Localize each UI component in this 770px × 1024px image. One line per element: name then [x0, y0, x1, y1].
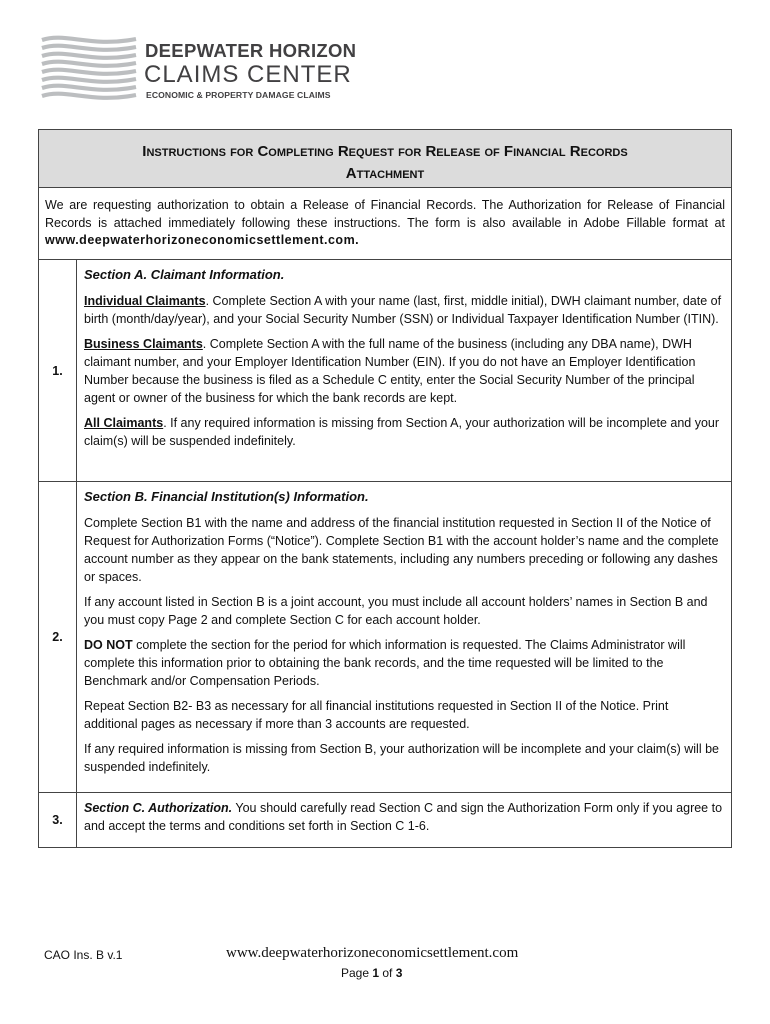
form-version: CAO Ins. B v.1 [44, 948, 123, 962]
all-claimants-paragraph [84, 414, 723, 450]
individual-claimants-text: . Complete Section A with your name (last, first, middle initial), DWH claimant number, date of birth (month/day/year), and your Social Security Number (SSN) or Individual Taxpayer Identification Number (ITIN). [84, 294, 722, 326]
instructions-table [38, 129, 732, 848]
section-number: 2. [39, 482, 77, 792]
page-total: 3 [395, 966, 403, 980]
individual-claimants-paragraph [84, 292, 723, 328]
section-content [77, 482, 731, 792]
do-not-label: DO NOT [84, 638, 133, 652]
intro-text: We are requesting authorization to obtain a Release of Financial Records. The Authorization for Release of Financial Records is attached immediately following these instructions. The form is also available in Adobe Fillable format at [45, 198, 725, 230]
all-claimants-label: All Claimants [84, 416, 164, 430]
wave-stripes-icon [38, 34, 138, 108]
page-number: 1 [372, 966, 380, 980]
business-claimants-label: Business Claimants [84, 337, 203, 351]
logo-tagline: ECONOMIC & PROPERTY DAMAGE CLAIMS [146, 90, 331, 100]
document-title: Instructions for Completing Request for Release of Financial Records [142, 143, 628, 160]
section-row-3 [39, 793, 731, 847]
section-row-2 [39, 482, 731, 793]
logo [38, 34, 357, 108]
section-title: Section C. Authorization. [84, 801, 233, 815]
page-indicator [341, 966, 402, 980]
paragraph: Complete Section B1 with the name and address of the financial institution requested in Section II of the Notice of Request for Authorization Forms (“Notice”). Complete Section B1 with the account holder’s name and the complete account number as they appear on the bank statements, including any numbers preceding or following any dashes or spaces. [84, 516, 719, 584]
section-number: 3. [39, 793, 77, 847]
section-content [77, 260, 731, 481]
paragraph: If any account listed in Section B is a joint account, you must include all account holders’ names in Section B and you must copy Page 2 and complete Section C for each account holder. [84, 595, 708, 627]
section-title: Section A. Claimant Information. [84, 267, 285, 282]
page-mid: of [379, 966, 396, 980]
logo-title: DEEPWATER HORIZON [145, 40, 357, 61]
intro-paragraph [39, 188, 731, 260]
section-title: Section B. Financial Institution(s) Information. [84, 489, 369, 504]
page-prefix: Page [341, 966, 373, 980]
section-number: 1. [39, 260, 77, 481]
paragraph: If any required information is missing from Section B, your authorization will be incomplete and your claim(s) will be suspended indefinitely. [84, 742, 719, 774]
authorization-text: You should carefully read Section C and sign the Authorization Form only if you agree to and accept the terms and conditions set forth in Section C 1-6. [84, 801, 723, 833]
all-claimants-text: . If any required information is missing from Section A, your authorization will be incomplete and your claim(s) will be suspended indefinitely. [84, 416, 720, 448]
paragraph: Repeat Section B2- B3 as necessary for all financial institutions requested in Section II of the Notice. Print additional pages as necessary if more than 3 accounts are requested. [84, 699, 669, 731]
intro-website-link[interactable]: www.deepwaterhorizoneconomicsettlement.com. [45, 233, 360, 247]
individual-claimants-label: Individual Claimants [84, 294, 206, 308]
business-claimants-text: . Complete Section A with the full name of the business (including any DBA name), DWH claimant number, and your Employer Identification Number (EIN). If you do not have an Employer Identification Number because the business is filed as a Schedule C entity, enter the Social Security Number of the principal agent or owner of the business for which the bank records are kept. [84, 337, 696, 405]
document-title-line2: Attachment [345, 165, 425, 182]
title-box [39, 130, 731, 188]
section-row-1 [39, 260, 731, 482]
business-claimants-paragraph [84, 335, 723, 407]
section-content [77, 793, 731, 847]
do-not-paragraph [84, 636, 723, 690]
logo-subtitle: CLAIMS CENTER [144, 61, 352, 88]
footer-website[interactable]: www.deepwaterhorizoneconomicsettlement.com [226, 945, 519, 961]
do-not-text: complete the section for the period for which information is requested. The Claims Administrator will complete this information prior to obtaining the bank records, and the time requested will be limited to the Benchmark and/or Compensation Periods. [84, 638, 686, 688]
